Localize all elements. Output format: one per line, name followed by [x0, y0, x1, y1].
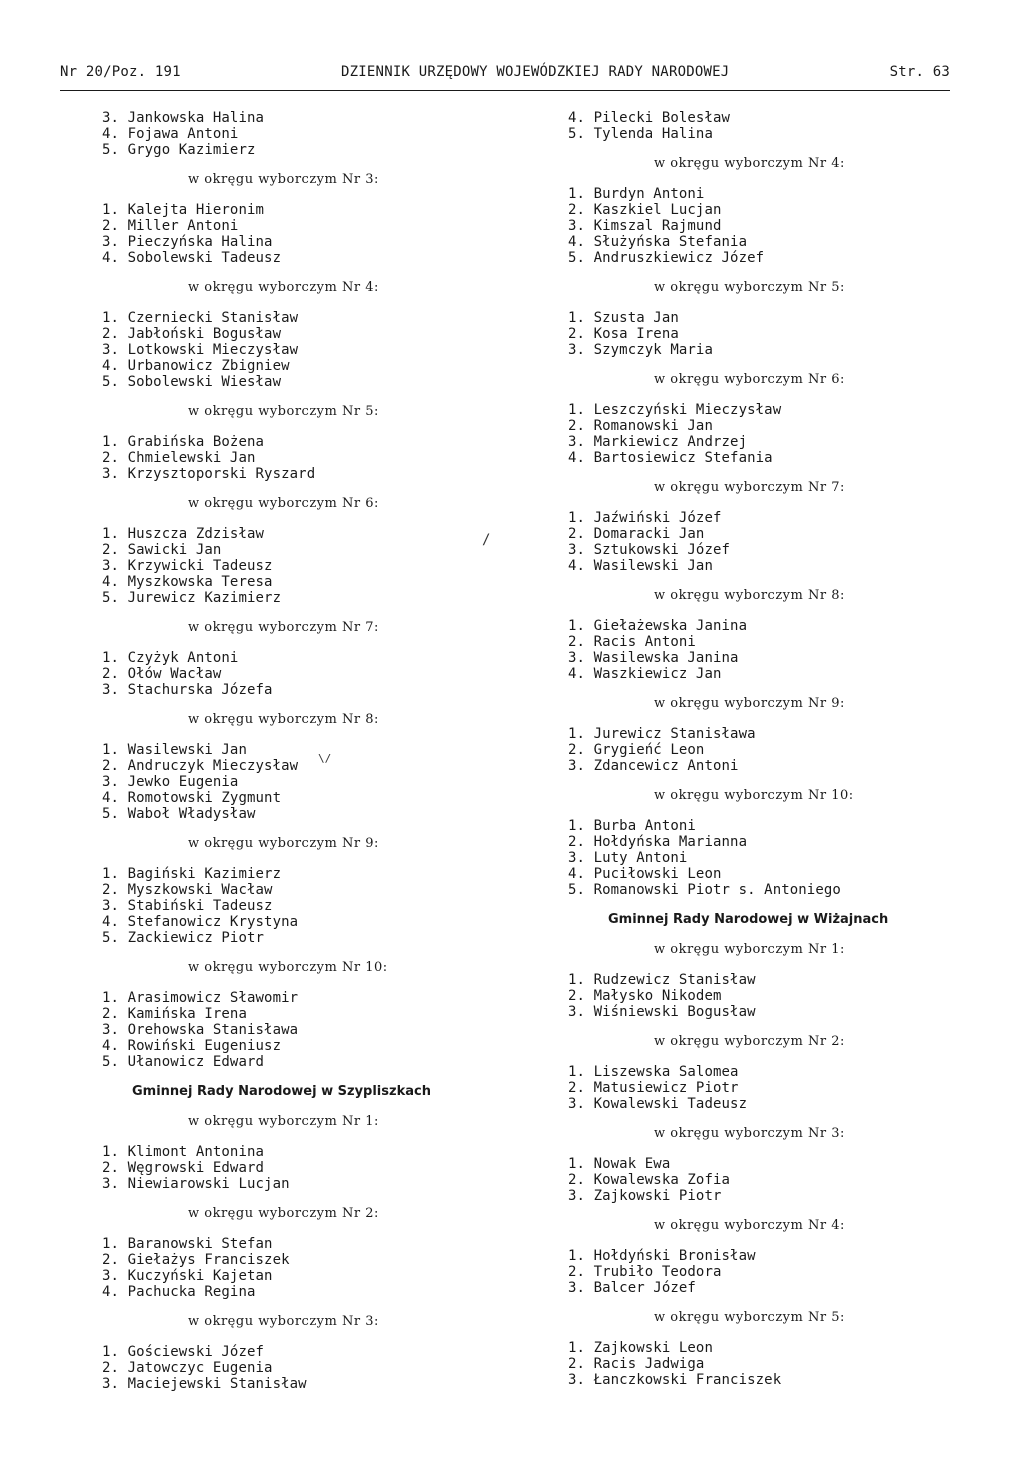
list-item: 1. Huszcza Zdzisław [102, 526, 265, 542]
list-item: 1. Baranowski Stefan [102, 1236, 273, 1252]
list-item: 2. Andruczyk Mieczysław [102, 758, 299, 774]
list-item: 1. Jurewicz Stanisława [568, 726, 756, 742]
list-item: 1. Zajkowski Leon [568, 1340, 713, 1356]
district-heading: w okręgu wyborczym Nr 2: [188, 1206, 379, 1221]
list-item: 3. Luty Antoni [568, 850, 688, 866]
list-item: 3. Markiewicz Andrzej [568, 434, 748, 450]
list-item: 3. Kowalewski Tadeusz [568, 1096, 748, 1112]
list-item: 2. Giełażys Franciszek [102, 1252, 290, 1268]
district-heading: w okręgu wyborczym Nr 5: [654, 280, 845, 295]
district-heading: w okręgu wyborczym Nr 8: [188, 712, 379, 727]
district-heading: w okręgu wyborczym Nr 3: [188, 172, 379, 187]
list-item: 3. Niewiarowski Lucjan [102, 1176, 290, 1192]
page-header [60, 64, 950, 80]
list-item: 2. Grygieńć Leon [568, 742, 705, 758]
list-item: 3. Lotkowski Mieczysław [102, 342, 299, 358]
list-item: 3. Stachurska Józefa [102, 682, 273, 698]
journal-title: DZIENNIK URZĘDOWY WOJEWÓDZKIEJ RADY NARODOWEJ [341, 64, 730, 80]
list-item: 3. Kuczyński Kajetan [102, 1268, 273, 1284]
list-item: 3. Sztukowski Józef [568, 542, 731, 558]
list-item: 3. Orehowska Stanisława [102, 1022, 299, 1038]
page-number: Str. 63 [889, 64, 950, 80]
list-item: 2. Małysko Nikodem [568, 988, 722, 1004]
list-item: 5. Ułanowicz Edward [102, 1054, 265, 1070]
list-item: 5. Andruszkiewicz Józef [568, 250, 765, 266]
district-heading: w okręgu wyborczym Nr 1: [188, 1114, 379, 1129]
list-item: 1. Gościewski Józef [102, 1344, 265, 1360]
list-item: 4. Myszkowska Teresa [102, 574, 273, 590]
list-item: 4. Wasilewski Jan [568, 558, 713, 574]
list-item: 1. Burba Antoni [568, 818, 696, 834]
district-heading: w okręgu wyborczym Nr 10: [654, 788, 854, 803]
list-item: 1. Wasilewski Jan [102, 742, 247, 758]
list-item: 4. Waszkiewicz Jan [568, 666, 722, 682]
list-item: 1. Szusta Jan [568, 310, 679, 326]
district-heading: w okręgu wyborczym Nr 6: [654, 372, 845, 387]
list-item: 3. Wasilewska Janina [568, 650, 739, 666]
list-item: 1. Klimont Antonina [102, 1144, 265, 1160]
district-heading: w okręgu wyborczym Nr 5: [654, 1310, 845, 1325]
list-item: 2. Hołdyńska Marianna [568, 834, 748, 850]
list-item: 2. Domaracki Jan [568, 526, 705, 542]
list-item: 3. Stabiński Tadeusz [102, 898, 273, 914]
left-column [102, 110, 502, 1392]
council-title: Gminnej Rady Narodowej w Szypliszkach [132, 1084, 431, 1099]
district-heading: w okręgu wyborczym Nr 5: [188, 404, 379, 419]
list-item: 1. Leszczyński Mieczysław [568, 402, 782, 418]
district-heading: w okręgu wyborczym Nr 1: [654, 942, 845, 957]
list-item: 3. Jankowska Halina [102, 110, 265, 126]
district-heading: w okręgu wyborczym Nr 7: [654, 480, 845, 495]
list-item: 5. Zackiewicz Piotr [102, 930, 265, 946]
list-item: 1. Kalejta Hieronim [102, 202, 265, 218]
list-item: 5. Waboł Władysław [102, 806, 256, 822]
list-item: 3. Łanczkowski Franciszek [568, 1372, 782, 1388]
list-item: 2. Jabłoński Bogusław [102, 326, 282, 342]
list-item: 1. Rudzewicz Stanisław [568, 972, 756, 988]
district-heading: w okręgu wyborczym Nr 10: [188, 960, 388, 975]
list-item: 4. Fojawa Antoni [102, 126, 239, 142]
district-heading: w okręgu wyborczym Nr 3: [654, 1126, 845, 1141]
list-item: 2. Trubiło Teodora [568, 1264, 722, 1280]
list-item: 2. Romanowski Jan [568, 418, 713, 434]
list-item: 2. Chmielewski Jan [102, 450, 256, 466]
district-heading: w okręgu wyborczym Nr 4: [654, 156, 845, 171]
list-item: 4. Sobolewski Tadeusz [102, 250, 282, 266]
district-heading: w okręgu wyborczym Nr 9: [654, 696, 845, 711]
list-item: 3. Jewko Eugenia [102, 774, 239, 790]
district-heading: w okręgu wyborczym Nr 4: [654, 1218, 845, 1233]
list-item: 2. Racis Jadwiga [568, 1356, 705, 1372]
list-item: 5. Jurewicz Kazimierz [102, 590, 282, 606]
list-item: 1. Giełażewska Janina [568, 618, 748, 634]
list-item: 2. Miller Antoni [102, 218, 239, 234]
list-item: 3. Maciejewski Stanisław [102, 1376, 307, 1392]
district-heading: w okręgu wyborczym Nr 8: [654, 588, 845, 603]
list-item: 4. Rowiński Eugeniusz [102, 1038, 282, 1054]
list-item: 1. Jaźwiński Józef [568, 510, 722, 526]
list-item: 1. Hołdyński Bronisław [568, 1248, 756, 1264]
list-item: 3. Pieczyńska Halina [102, 234, 273, 250]
list-item: 2. Myszkowski Wacław [102, 882, 273, 898]
header-rule [60, 90, 950, 91]
list-item: 3. Zajkowski Piotr [568, 1188, 722, 1204]
list-item: 1. Liszewska Salomea [568, 1064, 739, 1080]
list-item: 3. Wiśniewski Bogusław [568, 1004, 756, 1020]
list-item: 3. Zdancewicz Antoni [568, 758, 739, 774]
list-item: 1. Grabińska Bożena [102, 434, 265, 450]
list-item: 2. Węgrowski Edward [102, 1160, 265, 1176]
list-item: 4. Romotowski Zygmunt [102, 790, 282, 806]
list-item: 4. Służyńska Stefania [568, 234, 748, 250]
list-item: 3. Balcer Józef [568, 1280, 696, 1296]
stray-check-mark: \/ [318, 752, 332, 765]
right-column [568, 110, 928, 1388]
district-heading: w okręgu wyborczym Nr 3: [188, 1314, 379, 1329]
list-item: 2. Matusiewicz Piotr [568, 1080, 739, 1096]
list-item: 2. Ołów Wacław [102, 666, 222, 682]
council-title: Gminnej Rady Narodowej w Wiżajnach [608, 912, 889, 927]
list-item: 4. Pilecki Bolesław [568, 110, 731, 126]
list-item: 1. Burdyn Antoni [568, 186, 705, 202]
list-item: 2. Kamińska Irena [102, 1006, 247, 1022]
list-item: 3. Szymczyk Maria [568, 342, 713, 358]
list-item: 4. Stefanowicz Krystyna [102, 914, 299, 930]
stray-slash-mark: / [482, 532, 491, 548]
list-item: 5. Romanowski Piotr s. Antoniego [568, 882, 841, 898]
list-item: 2. Kowalewska Zofia [568, 1172, 731, 1188]
list-item: 4. Urbanowicz Zbigniew [102, 358, 290, 374]
list-item: 1. Nowak Ewa [568, 1156, 671, 1172]
list-item: 2. Kaszkiel Lucjan [568, 202, 722, 218]
list-item: 1. Bagiński Kazimierz [102, 866, 282, 882]
list-item: 1. Czerniecki Stanisław [102, 310, 299, 326]
list-item: 4. Bartosiewicz Stefania [568, 450, 773, 466]
district-heading: w okręgu wyborczym Nr 4: [188, 280, 379, 295]
issue-number: Nr 20/Poz. 191 [60, 64, 181, 80]
list-item: 2. Racis Antoni [568, 634, 696, 650]
list-item: 4. Puciłowski Leon [568, 866, 722, 882]
list-item: 5. Grygo Kazimierz [102, 142, 256, 158]
district-heading: w okręgu wyborczym Nr 2: [654, 1034, 845, 1049]
list-item: 1. Arasimowicz Sławomir [102, 990, 299, 1006]
list-item: 5. Tylenda Halina [568, 126, 713, 142]
list-item: 2. Kosa Irena [568, 326, 679, 342]
list-item: 2. Sawicki Jan [102, 542, 222, 558]
list-item: 2. Jatowczyc Eugenia [102, 1360, 273, 1376]
list-item: 5. Sobolewski Wiesław [102, 374, 282, 390]
list-item: 3. Krzysztoporski Ryszard [102, 466, 316, 482]
list-item: 1. Czyżyk Antoni [102, 650, 239, 666]
district-heading: w okręgu wyborczym Nr 7: [188, 620, 379, 635]
district-heading: w okręgu wyborczym Nr 6: [188, 496, 379, 511]
list-item: 4. Pachucka Regina [102, 1284, 256, 1300]
list-item: 3. Kimszal Rajmund [568, 218, 722, 234]
list-item: 3. Krzywicki Tadeusz [102, 558, 273, 574]
district-heading: w okręgu wyborczym Nr 9: [188, 836, 379, 851]
